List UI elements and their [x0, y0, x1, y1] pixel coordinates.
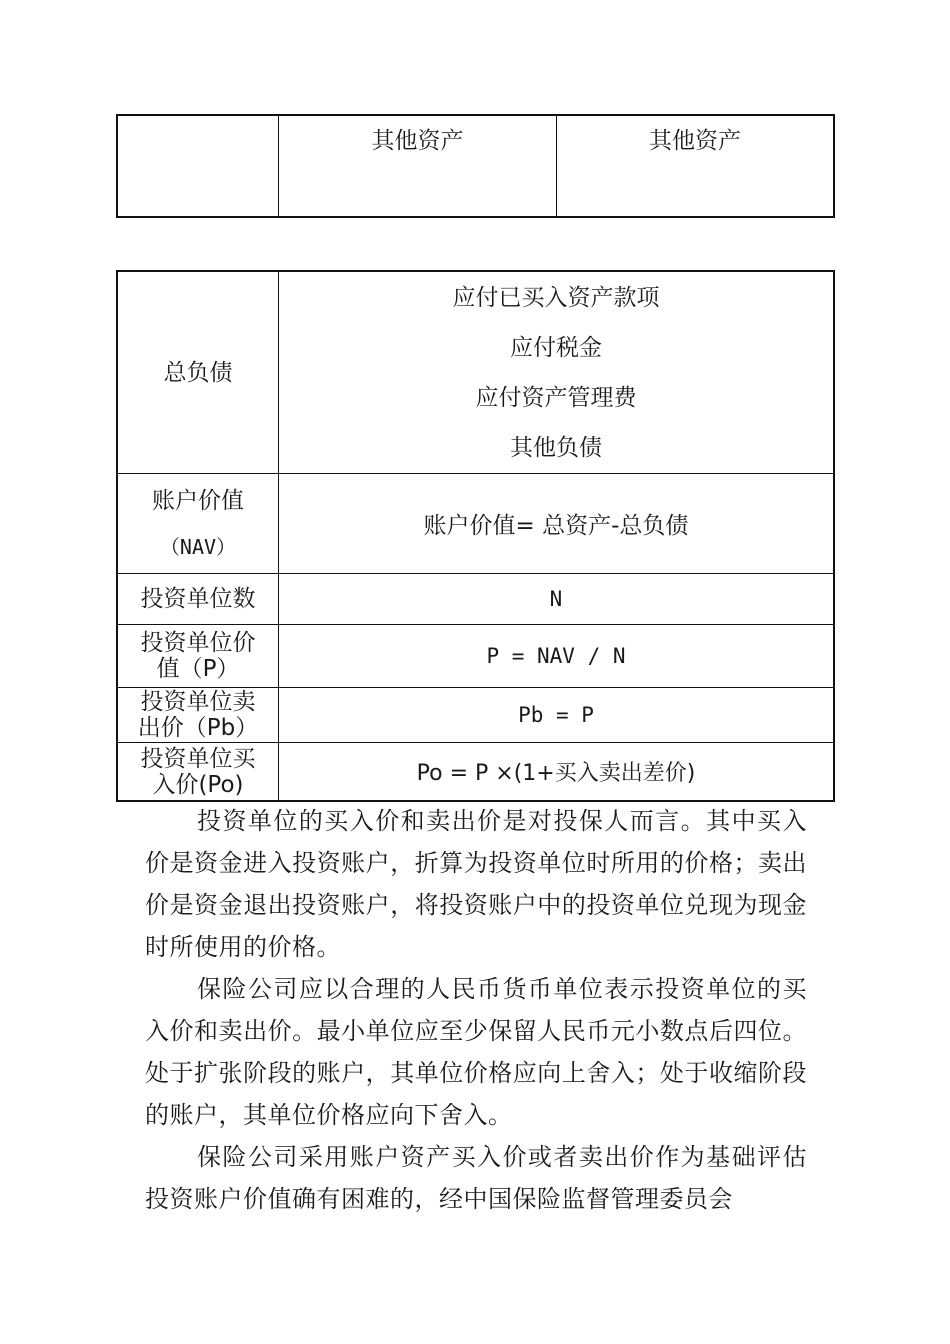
nav-label-line: 账户价值 — [152, 487, 244, 514]
label-line: 投资单位卖 — [140, 689, 256, 715]
unit-price-label — [118, 625, 279, 687]
table-row — [118, 473, 833, 573]
nav-label-line: （NAV） — [159, 534, 237, 559]
label-line: 投资单位买 — [140, 745, 256, 772]
paragraph: 投资单位的买入价和卖出价是对投保人而言。其中买入价是资金进入投资账户，折算为投资单位时所用的价格；卖出价是资金退出投资账户，将投资账户中的投资单位兑现为现金时所使用的价格。 — [145, 807, 807, 961]
list-item: 应付税金 — [510, 334, 602, 361]
total-liabilities-label: 总负债 — [118, 272, 279, 473]
label-line: 出价（Pb） — [137, 715, 259, 741]
table-cell — [118, 116, 279, 216]
list-item: 应付资产管理费 — [475, 384, 637, 411]
table-row — [118, 624, 833, 687]
paragraph: 保险公司采用账户资产买入价或者卖出价作为基础评估投资账户价值确有困难的，经中国保险监督管理委员会 — [145, 1143, 807, 1213]
list-item: 其他负债 — [510, 434, 602, 461]
nav-formula: 账户价值= 总资产-总负债 — [423, 513, 689, 539]
other-assets-table — [116, 114, 835, 218]
table-row — [118, 687, 833, 742]
table-row — [118, 116, 833, 216]
table-row — [118, 573, 833, 624]
table-cell: 其他资产 — [279, 116, 557, 216]
table-row — [118, 272, 833, 473]
liabilities-list — [279, 272, 833, 473]
label-line: 投资单位价 — [140, 630, 256, 656]
body-text — [145, 800, 807, 1220]
sell-price-label — [118, 688, 279, 742]
buy-price-label — [118, 743, 279, 800]
list-item: 应付已买入资产款项 — [452, 284, 660, 311]
label-line: 值（P） — [156, 656, 240, 682]
units-label: 投资单位数 — [118, 574, 279, 624]
nav-calculation-table — [116, 270, 835, 802]
buy-price-formula: Po = P ×(1+买入卖出差价) — [416, 761, 696, 786]
unit-price-formula: P = NAV / N — [486, 644, 626, 668]
nav-label — [118, 474, 279, 573]
label-line: 入价(Po) — [152, 771, 244, 798]
units-value: N — [549, 587, 563, 611]
table-row — [118, 742, 833, 800]
table-cell: 其他资产 — [649, 128, 741, 154]
sell-price-formula: Pb = P — [518, 703, 594, 727]
paragraph: 保险公司应以合理的人民币货币单位表示投资单位的买入价和卖出价。最小单位应至少保留人民币元小数点后四位。处于扩张阶段的账户，其单位价格应向上舍入；处于收缩阶段的账户，其单位价格应向下舍入。 — [145, 975, 807, 1129]
